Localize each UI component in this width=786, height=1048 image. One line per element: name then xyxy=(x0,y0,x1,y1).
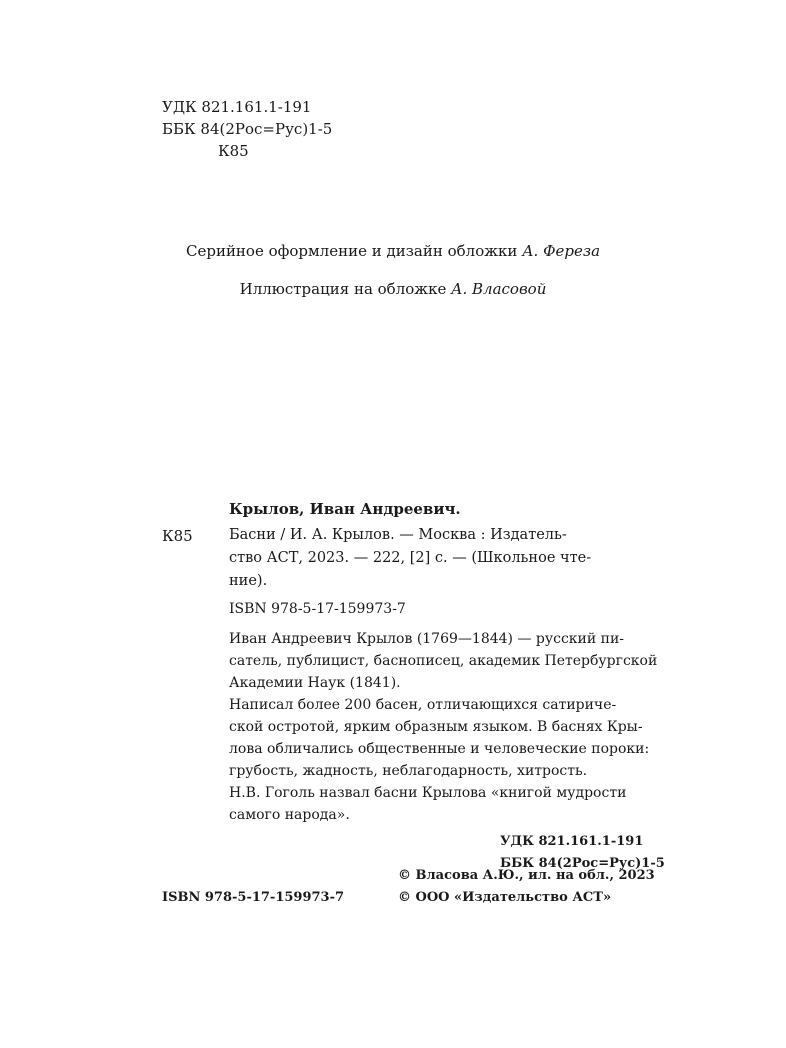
illustration-credit-name: А. Власовой xyxy=(451,280,547,298)
annotation-line: лова обличались общественные и человеческие пороки: xyxy=(229,741,650,757)
bbk-code-bottom: ББК 84(2Рос=Рус)1-5 xyxy=(500,856,665,871)
annotation-line: Иван Андреевич Крылов (1769—1844) — русский пи- xyxy=(229,631,625,647)
record-title-line: ство АСТ, 2023. — 222, [2] с. — (Школьное чте- xyxy=(229,550,592,566)
copyright-publisher: © ООО «Издательство АСТ» xyxy=(398,890,612,905)
annotation-paragraph-2 xyxy=(229,694,649,782)
annotation-line: Написал более 200 басен, отличающихся сатириче- xyxy=(229,697,617,713)
bbk-code-top: ББК 84(2Рос=Рус)1-5 xyxy=(162,120,333,138)
annotation-paragraph-1 xyxy=(229,628,658,694)
record-author: Крылов, Иван Андреевич. xyxy=(229,500,461,518)
annotation-line: самого народа». xyxy=(229,807,350,823)
record-isbn: ISBN 978-5-17-159973-7 xyxy=(229,601,406,617)
author-mark-top: К85 xyxy=(218,142,249,160)
copyright-illustration: © Власова А.Ю., ил. на обл., 2023 xyxy=(398,868,655,883)
record-title-line: ние). xyxy=(229,573,268,589)
udk-code-bottom: УДК 821.161.1-191 xyxy=(500,834,644,849)
record-title xyxy=(229,524,649,593)
record-title-line: Басни / И. А. Крылов. — Москва : Издатель- xyxy=(229,527,567,543)
design-credit xyxy=(0,242,786,260)
design-credit-name: А. Фереза xyxy=(522,242,601,260)
annotation-line: Н.В. Гоголь назвал басни Крылова «книгой мудрости xyxy=(229,785,627,801)
footer-isbn: ISBN 978-5-17-159973-7 xyxy=(162,890,345,905)
record-mark: К85 xyxy=(162,527,193,545)
design-credit-text: Серийное оформление и дизайн обложки xyxy=(185,242,523,260)
annotation-paragraph-3 xyxy=(229,782,649,826)
illustration-credit xyxy=(0,280,786,298)
annotation-line: ской остротой, ярким образным языком. В баснях Кры- xyxy=(229,719,643,735)
annotation-line: грубость, жадность, неблагодарность, хитрость. xyxy=(229,763,588,779)
annotation-line: сатель, публицист, баснописец, академик Петербургской xyxy=(229,653,658,669)
annotation-line: Академии Наук (1841). xyxy=(229,675,401,691)
udk-code-top: УДК 821.161.1-191 xyxy=(162,98,312,116)
illustration-credit-text: Иллюстрация на обложке xyxy=(239,280,452,298)
